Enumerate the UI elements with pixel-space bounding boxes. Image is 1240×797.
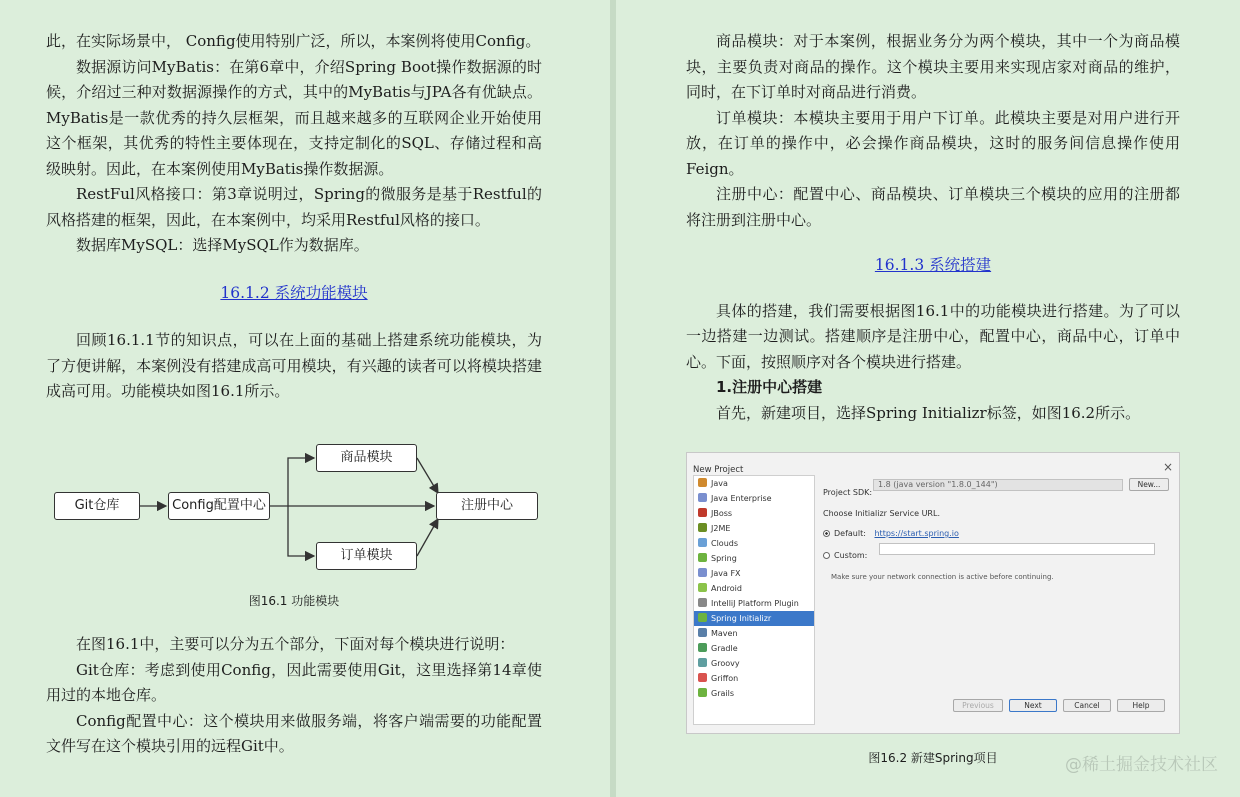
project-type-icon	[698, 598, 707, 607]
project-type-item	[694, 521, 814, 536]
project-type-item	[694, 656, 814, 671]
node-git-repo: Git仓库	[54, 492, 140, 520]
project-type-item	[694, 686, 814, 701]
left-para-6: 在图16.1中，主要可以分为五个部分，下面对每个模块进行说明：	[76, 635, 515, 653]
project-type-label: Maven	[711, 629, 738, 638]
project-type-icon	[698, 538, 707, 547]
project-type-label: Gradle	[711, 644, 738, 653]
project-type-item	[694, 626, 814, 641]
project-type-item	[694, 566, 814, 581]
right-column	[686, 29, 1180, 784]
right-para-3: 注册中心：配置中心、商品模块、订单模块三个模块的应用的注册都将注册到注册中心。	[686, 185, 1180, 229]
cancel-button: Cancel	[1063, 699, 1111, 712]
figure-caption-16-1: 图16.1 功能模块	[248, 593, 340, 608]
project-type-icon	[698, 553, 707, 562]
previous-button: Previous	[953, 699, 1003, 712]
new-sdk-button: New...	[1129, 478, 1169, 491]
project-type-icon	[698, 613, 707, 622]
project-type-label: Java Enterprise	[711, 494, 772, 503]
custom-label: Custom:	[834, 551, 868, 560]
project-type-icon	[698, 688, 707, 697]
close-icon: ×	[1162, 460, 1173, 474]
sdk-label: Project SDK:	[823, 488, 873, 497]
project-type-item	[694, 581, 814, 596]
choose-url-label: Choose Initializr Service URL.	[823, 509, 940, 518]
project-type-item	[694, 641, 814, 656]
project-type-item	[694, 551, 814, 566]
project-type-icon	[698, 478, 707, 487]
project-type-icon	[698, 568, 707, 577]
node-order-module: 订单模块	[316, 542, 417, 570]
right-para-5: 首先，新建项目，选择Spring Initializr标签，如图16.2所示。	[716, 403, 1141, 422]
default-url-link: https://start.spring.io	[874, 529, 959, 538]
project-type-label: Clouds	[711, 539, 739, 548]
next-button: Next	[1009, 699, 1057, 712]
sdk-select: 1.8 (java version "1.8.0_144")	[873, 479, 1123, 491]
section-heading-16-1-3[interactable]: 16.1.3 系统搭建	[874, 256, 992, 274]
project-type-item	[694, 491, 814, 506]
subheading-registry: 1.注册中心搭建	[716, 378, 823, 396]
right-para-1: 商品模块：对于本案例，根据业务分为两个模块，其中一个为商品模块，主要负责对商品的操作。这个模块主要用来实现店家对商品的维护，同时，在下订单时对商品进行消费。	[686, 32, 1180, 101]
project-type-icon	[698, 523, 707, 532]
project-type-label: JBoss	[711, 509, 733, 518]
project-type-icon	[698, 508, 707, 517]
project-type-label: Android	[711, 584, 742, 593]
function-module-diagram	[46, 435, 542, 585]
node-config-center: Config配置中心	[168, 492, 270, 520]
project-type-label: J2ME	[711, 524, 731, 533]
project-type-icon	[698, 493, 707, 502]
default-label: Default:	[834, 529, 866, 538]
help-button: Help	[1117, 699, 1165, 712]
dialog-title: New Project	[693, 465, 744, 475]
section-heading-16-1-2[interactable]: 16.1.2 系统功能模块	[220, 283, 368, 302]
right-para-2: 订单模块：本模块主要用于用户下订单。此模块主要是对用户进行开放，在订单的操作中，必会操作商品模块，这时的服务间信息操作使用Feign。	[686, 108, 1180, 178]
project-type-label: Spring Initializr	[711, 614, 772, 623]
left-para-1: 此，在实际场景中， Config使用特别广泛，所以，本案例将使用Config。	[46, 32, 541, 50]
right-page	[616, 0, 1240, 797]
left-para-2: 数据源访问MyBatis：在第6章中，介绍Spring Boot操作数据源的时候，介绍过三种对数据源操作的方式，其中的MyBatis与JPA各有优缺点。MyBatis是一款优秀的持久层框架，而且越来越多的互联网企业开始使用这个框架，其优秀的特性主要体现在，支持定制化的SQL、存储过程和高级映射。因此，在本案例使用MyBatis操作数据源。	[46, 57, 542, 178]
right-para-4: 具体的搭建，我们需要根据图16.1中的功能模块进行搭建。为了可以一边搭建一边测试。搭建顺序是注册中心，配置中心，商品中心，订单中心。下面，按照顺序对各个模块进行搭建。	[686, 301, 1180, 371]
project-type-icon	[698, 658, 707, 667]
project-type-label: Spring	[711, 554, 737, 563]
left-para-5: 回顾16.1.1节的知识点，可以在上面的基础上搭建系统功能模块，为了方便讲解，本案例没有搭建成高可用模块，有兴趣的读者可以将模块搭建成高可用。功能模块如图16.1所示。	[46, 331, 542, 400]
project-type-label: Griffon	[711, 674, 739, 683]
watermark: @稀土掘金技术社区	[1065, 755, 1218, 775]
project-type-icon	[698, 643, 707, 652]
project-type-list	[693, 475, 815, 725]
default-radio-icon	[823, 530, 830, 537]
project-type-label: Java FX	[711, 569, 741, 578]
left-para-7: Git仓库：考虑到使用Config，因此需要使用Git，这里选择第14章使用过的本地仓库。	[46, 660, 542, 704]
left-column	[46, 29, 542, 760]
project-type-label: Java	[711, 479, 728, 488]
project-type-icon	[698, 628, 707, 637]
custom-radio-icon	[823, 552, 830, 559]
left-page	[0, 0, 610, 797]
left-para-8: Config配置中心：这个模块用来做服务端，将客户端需要的功能配置文件写在这个模块引用的远程Git中。	[46, 711, 542, 755]
project-type-item	[694, 611, 814, 626]
dialog-main-panel	[823, 477, 1173, 717]
project-type-item	[694, 596, 814, 611]
node-goods-module: 商品模块	[316, 444, 417, 472]
project-type-label: Grails	[711, 689, 735, 698]
left-para-4: 数据库MySQL：选择MySQL作为数据库。	[76, 236, 369, 254]
project-type-icon	[698, 673, 707, 682]
project-type-label: IntelliJ Platform Plugin	[711, 599, 799, 608]
project-type-item	[694, 506, 814, 521]
network-hint: Make sure your network connection is active before continuing.	[831, 573, 1054, 581]
project-type-item	[694, 476, 814, 491]
left-para-3: RestFul风格接口：第3章说明过，Spring的微服务是基于Restful的风格搭建的框架，因此，在本案例中，均采用Restful风格的接口。	[46, 185, 542, 229]
project-type-label: Groovy	[711, 659, 740, 668]
project-type-item	[694, 536, 814, 551]
figure-caption-16-2: 图16.2 新建Spring项目	[868, 751, 998, 765]
project-type-icon	[698, 583, 707, 592]
project-type-item	[694, 671, 814, 686]
node-registry: 注册中心	[436, 492, 538, 520]
new-project-dialog-screenshot	[686, 452, 1180, 734]
custom-url-field	[879, 543, 1155, 555]
